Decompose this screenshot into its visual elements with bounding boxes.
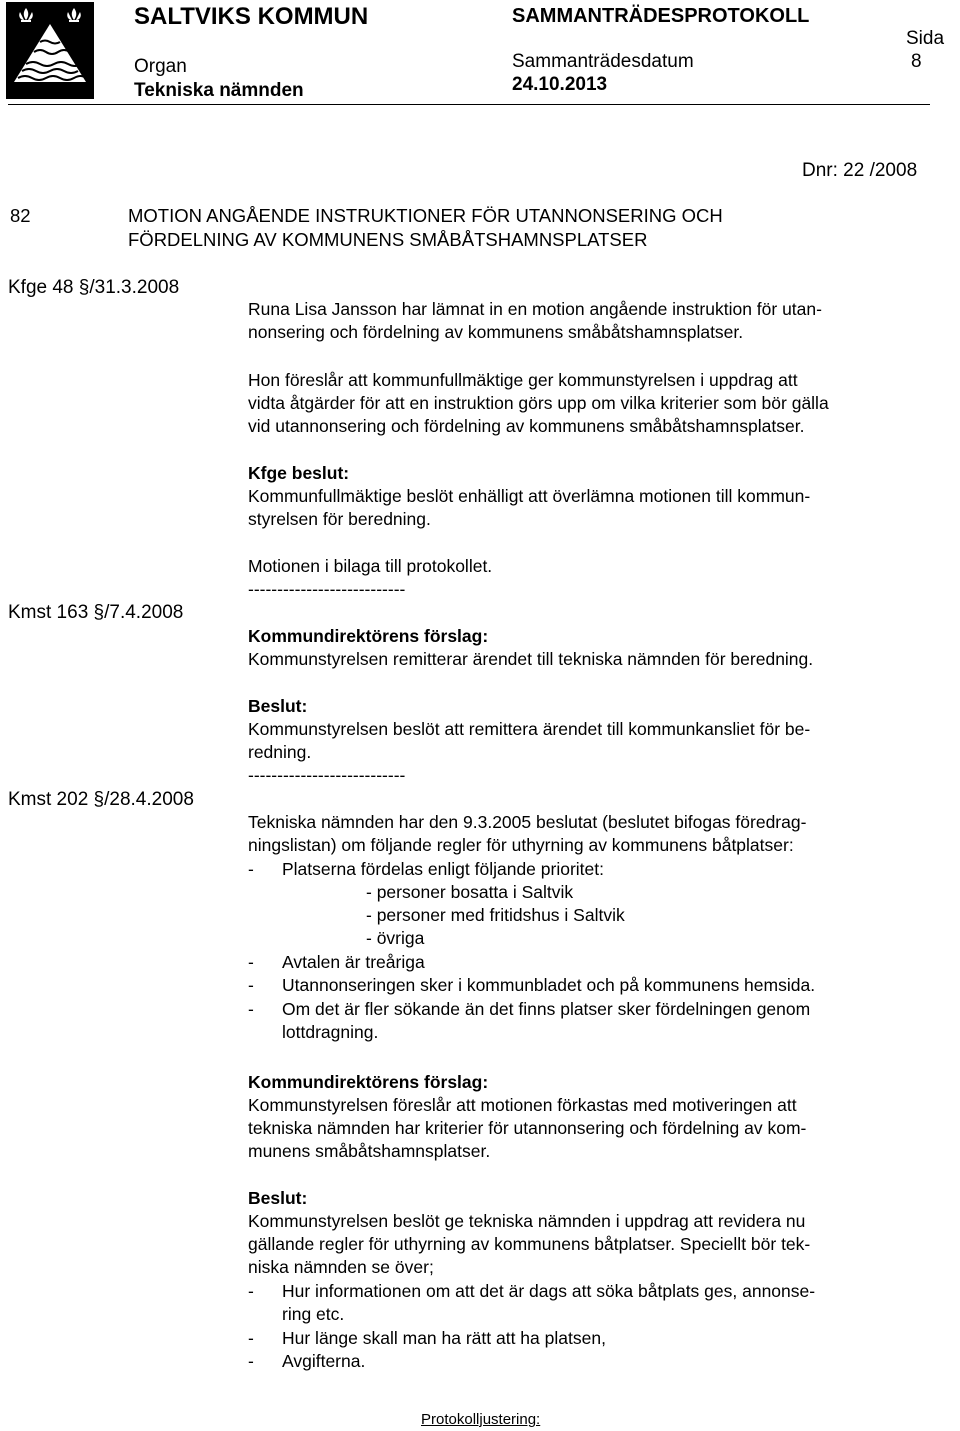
paragraph-line: Kommunfullmäktige beslöt enhälligt att överlämna motionen till kommun-: [248, 486, 811, 506]
item-title-line1: MOTION ANGÅENDE INSTRUKTIONER FÖR UTANNONSERING OCH: [128, 205, 723, 226]
rule-dash: -: [248, 1328, 254, 1348]
paragraph-line: gällande regler för uthyrning av kommunens båtplatser. Speciellt bör tek-: [248, 1234, 811, 1254]
paragraph-line: Kommunstyrelsen beslöt ge tekniska nämnden i uppdrag att revidera nu: [248, 1211, 806, 1231]
rule-item: Om det är fler sökande än det finns platser sker fördelningen genom: [282, 999, 811, 1019]
document-type: SAMMANTRÄDESPROTOKOLL: [512, 5, 810, 27]
paragraph-line: redning.: [248, 742, 312, 762]
kfge-decision-heading: Kfge beslut:: [248, 463, 350, 483]
paragraph-line: Kommunstyrelsen föreslår att motionen förkastas med motiveringen att: [248, 1095, 797, 1115]
municipality-name: SALTVIKS KOMMUN: [134, 3, 369, 30]
coat-of-arms-logo: [6, 2, 94, 99]
rule-dash: -: [248, 1281, 254, 1301]
review-item: Hur länge skall man ha rätt att ha platsen,: [282, 1328, 606, 1348]
margin-ref-kfge: Kfge 48 §/31.3.2008: [8, 277, 180, 298]
priority-item: - övriga: [366, 928, 425, 948]
decision-heading: Beslut:: [248, 696, 308, 716]
paragraph-line: vid utannonsering och fördelning av kommunens småbåtshamnsplatser.: [248, 416, 805, 436]
rule-item: Avtalen är treåriga: [282, 952, 425, 972]
page-number: 8: [911, 51, 922, 72]
paragraph-line: munens småbåtshamnsplatser.: [248, 1141, 491, 1161]
priority-item: - personer bosatta i Saltvik: [366, 882, 574, 902]
review-item: Hur informationen om att det är dags att söka båtplats ges, annonse-: [282, 1281, 816, 1301]
kd-proposal-heading: Kommundirektörens förslag:: [248, 626, 489, 646]
separator-line: ---------------------------: [248, 579, 406, 599]
organ-value: Tekniska nämnden: [134, 80, 304, 101]
protocol-verification-label: Protokolljustering:: [421, 1411, 541, 1428]
separator-line: ---------------------------: [248, 765, 406, 785]
paragraph-line: styrelsen för beredning.: [248, 509, 431, 529]
paragraph-line: Motionen i bilaga till protokollet.: [248, 556, 493, 576]
paragraph-line: Runa Lisa Jansson har lämnat in en motion angående instruktion för utan-: [248, 299, 822, 319]
rule-dash: -: [248, 975, 254, 995]
margin-ref-kmst163: Kmst 163 §/7.4.2008: [8, 602, 184, 623]
priority-item: - personer med fritidshus i Saltvik: [366, 905, 625, 925]
paragraph-line: Hon föreslår att kommunfullmäktige ger kommunstyrelsen i uppdrag att: [248, 370, 798, 390]
paragraph-line: tekniska nämnden har kriterier för utannonsering och fördelning av kom-: [248, 1118, 807, 1138]
organ-label: Organ: [134, 56, 187, 77]
item-number: 82: [10, 205, 31, 226]
rule-dash: -: [248, 952, 254, 972]
header-rule: [8, 104, 930, 105]
date-label: Sammanträdesdatum: [512, 51, 694, 72]
decision-heading: Beslut:: [248, 1188, 308, 1208]
rule-dash: -: [248, 999, 254, 1019]
rule-item: Utannonseringen sker i kommunbladet och på kommunens hemsida.: [282, 975, 816, 995]
rule-item: lottdragning.: [282, 1022, 379, 1042]
rule-item: Platserna fördelas enligt följande prioritet:: [282, 859, 604, 879]
review-item: ring etc.: [282, 1304, 345, 1324]
rule-dash: -: [248, 859, 254, 879]
paragraph-line: Kommunstyrelsen remitterar ärendet till tekniska nämnden för beredning.: [248, 649, 814, 669]
margin-ref-kmst202: Kmst 202 §/28.4.2008: [8, 789, 194, 810]
paragraph-line: niska nämnden se över;: [248, 1257, 434, 1277]
paragraph-line: vidta åtgärder för att en instruktion görs upp om vilka kriterier som bör gälla: [248, 393, 829, 413]
rule-dash: -: [248, 1351, 254, 1371]
diary-number: Dnr: 22 /2008: [802, 160, 918, 181]
meeting-date: 24.10.2013: [512, 74, 608, 95]
kd-proposal-heading: Kommundirektörens förslag:: [248, 1072, 489, 1092]
paragraph-line: Tekniska nämnden har den 9.3.2005 beslutat (beslutet bifogas föredrag-: [248, 812, 807, 832]
item-title-line2: FÖRDELNING AV KOMMUNENS SMÅBÅTSHAMNSPLATSER: [128, 229, 648, 250]
paragraph-line: nonsering och fördelning av kommunens småbåtshamnsplatser.: [248, 322, 744, 342]
page-label: Sida: [906, 28, 945, 49]
paragraph-line: ningslistan) om följande regler för uthyrning av kommunens båtplatser:: [248, 835, 794, 855]
review-item: Avgifterna.: [282, 1351, 366, 1371]
paragraph-line: Kommunstyrelsen beslöt att remittera ärendet till kommunkansliet för be-: [248, 719, 811, 739]
